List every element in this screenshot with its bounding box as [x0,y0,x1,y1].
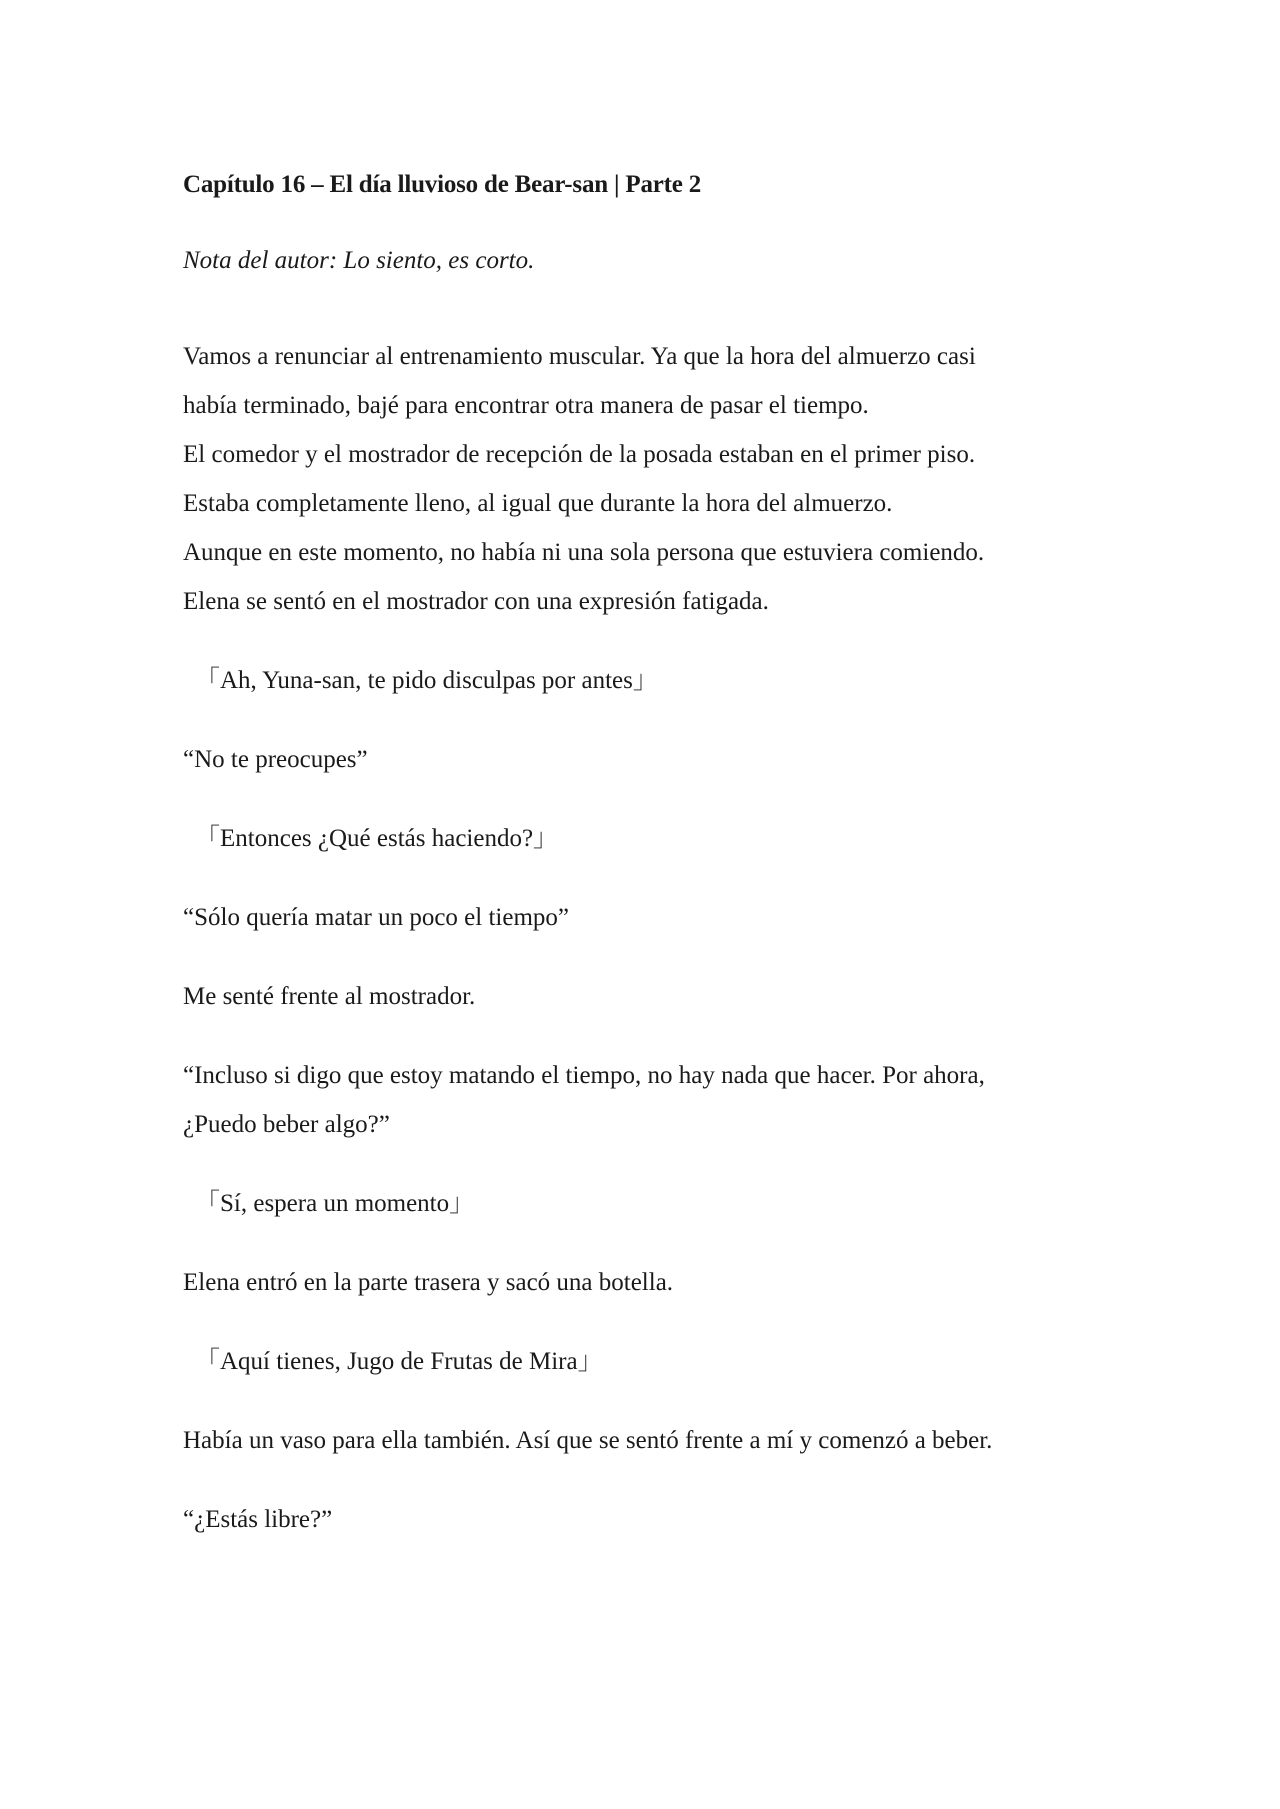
document-page [183,164,1123,1544]
dialogue-line: 「Sí, espera un momento」 [195,1190,475,1217]
narration-line: Me senté frente al mostrador. [183,983,476,1010]
chapter-title: Capítulo 16 – El día lluvioso de Bear-san | Parte 2 [183,171,702,198]
intro-paragraph [183,332,1123,626]
dialogue-line: “No te preocupes” [183,746,368,773]
dialogue-paragraph [183,1051,1123,1149]
text-line: Estaba completamente lleno, al igual que durante la hora del almuerzo. [183,490,893,517]
text-line: Vamos a renunciar al entrenamiento muscular. Ya que la hora del almuerzo casi [183,343,976,370]
narration-line: Había un vaso para ella también. Así que se sentó frente a mí y comenzó a beber. [183,1427,993,1454]
dialogue-line: 「Entonces ¿Qué estás haciendo?」 [195,825,559,852]
text-line: Aunque en este momento, no había ni una sola persona que estuviera comiendo. [183,539,985,566]
text-line: “Incluso si digo que estoy matando el tiempo, no hay nada que hacer. Por ahora, [183,1062,985,1089]
text-line: El comedor y el mostrador de recepción de la posada estaban en el primer piso. [183,441,976,468]
text-line: ¿Puedo beber algo?” [183,1111,390,1138]
text-line: había terminado, bajé para encontrar otra manera de pasar el tiempo. [183,392,869,419]
text-line: Elena se sentó en el mostrador con una expresión fatigada. [183,588,769,615]
author-note: Nota del autor: Lo siento, es corto. [183,247,535,274]
dialogue-line: 「Aquí tienes, Jugo de Frutas de Mira」 [195,1348,603,1375]
dialogue-line: 「Ah, Yuna-san, te pido disculpas por antes」 [195,667,658,694]
dialogue-line: “Sólo quería matar un poco el tiempo” [183,904,569,931]
dialogue-line: “¿Estás libre?” [183,1506,333,1533]
narration-line: Elena entró en la parte trasera y sacó una botella. [183,1269,674,1296]
